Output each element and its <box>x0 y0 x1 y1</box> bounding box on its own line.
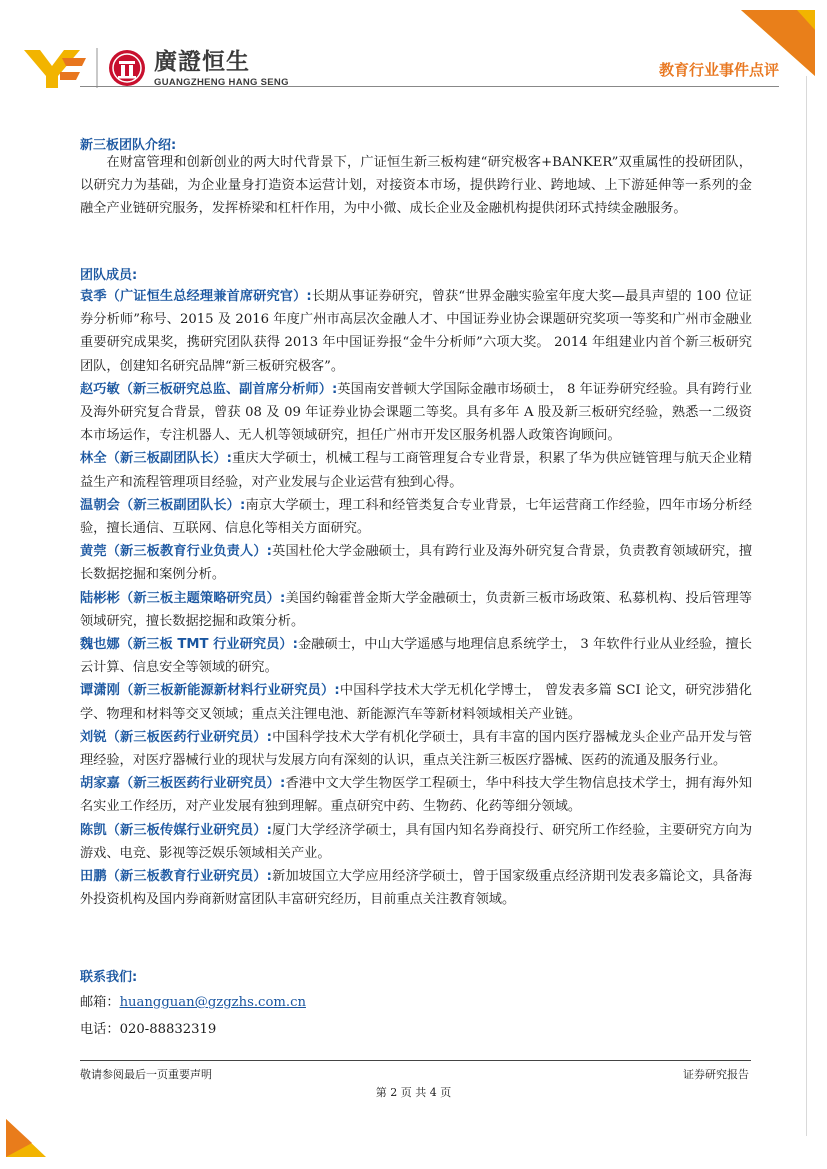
team-member-description: 美国约翰霍普金斯大学金融硕士，负责新三板市场政策、私募机构、投后管理等领域研究，擅长数据挖掘和政策分析。 <box>80 590 752 629</box>
team-member-name: 胡家嘉（新三板医药行业研究员）: <box>80 776 286 792</box>
team-member <box>80 285 752 378</box>
team-member-name: 刘锐（新三板医药行业研究员）: <box>80 729 272 745</box>
team-member-description: 南京大学硕士，理工科和经管类复合专业背景，七年运营商工作经验，四年市场分析经验，擅长通信、互联网、信息化等相关方面研究。 <box>80 497 752 537</box>
team-member-name: 黄莞（新三板教育行业负责人）: <box>80 544 272 560</box>
contact-section-title: 联系我们: <box>80 970 138 985</box>
team-member <box>80 726 752 772</box>
team-member-description: 厦门大学经济学硕士，具有国内知名券商投行、研究所工作经验，主要研究方向为游戏、电竞、影视等泛娱乐领域相关产业。 <box>80 822 753 861</box>
team-member <box>80 378 752 448</box>
side-divider <box>806 76 807 1136</box>
corner-ornament-bottom-icon <box>6 1119 46 1157</box>
team-member-name: 温朝会（新三板副团队长）: <box>80 497 246 513</box>
team-member-description: 金融硕士，中山大学遥感与地理信息系统学士， 3 年软件行业从业经验，擅长云计算、信息安全等领域的研究。 <box>80 637 752 676</box>
intro-paragraph: 在财富管理和创新创业的两大时代背景下，广证恒生新三板构建“研究极客+BANKER”双重属性的投研团队，以研究力为基础，为企业量身打造资本运营计划，对接资本市场，提供跨行业、跨地域、上下游延伸等一系列的金融全产业链研究服务，发挥桥梁和杠杆作用，为中小微、成长企业及金融机构提供闭环式持续金融服务。 <box>80 155 752 217</box>
team-member-description: 新加坡国立大学应用经济学硕士，曾于国家级重点经济期刊发表多篇论文，具备海外投资机构及国内券商新财富团队丰富研究经历，目前重点关注教育领域。 <box>80 869 753 908</box>
intro-section-title: 新三板团队介绍: <box>80 138 177 153</box>
contact-email-row <box>80 991 306 1010</box>
team-member <box>80 587 752 633</box>
team-member-name: 田鹏（新三板教育行业研究员）: <box>80 869 272 885</box>
team-member-description: 长期从事证券研究，曾获“世界金融实验室年度大奖—最具声望的 100 位证券分析师”称号、2015 及 2016 年度广州市高层次金融人才、中国证券业协会课题研究奖项一等奖和广州市金融业重要研究成果奖，携研究团队获得 2013 年中国证券报“金牛分析师”六项大奖。 2014 年组建业内首个新三板研究团队，创建知名研究品牌“新三板研究极客”。 <box>80 289 752 374</box>
footer-divider <box>80 1060 751 1061</box>
team-member-description: 英国杜伦大学金融硕士，具有跨行业及海外研究复合背景，负责教育领域研究，擅长数据挖掘和案例分析。 <box>80 544 753 583</box>
brand-name-cn: 廣證恒生 <box>154 48 250 75</box>
brand-text <box>154 49 289 88</box>
team-member <box>80 819 752 865</box>
team-member <box>80 679 752 725</box>
team-member <box>80 540 752 586</box>
company-logo <box>22 44 289 92</box>
header-divider <box>80 86 779 87</box>
email-label: 邮箱： <box>80 995 120 1010</box>
page-number: 第 2 页 共 4 页 <box>375 1086 452 1099</box>
email-link[interactable]: huangguan@gzgzhs.com.cn <box>119 995 306 1010</box>
team-section-title: 团队成员: <box>80 268 138 283</box>
team-member <box>80 865 752 911</box>
team-member-description: 中国科学技术大学无机化学博士， 曾发表多篇 SCI 论文，研究涉猎化学、物理和材料等交叉领域；重点关注锂电池、新能源汽车等新材料领域相关产业链。 <box>80 683 752 722</box>
yf-logo-icon <box>22 44 88 92</box>
team-member-description: 重庆大学硕士，机械工程与工商管理复合专业背景，积累了华为供应链管理与航天企业精益生产和流程管理项目经验，对产业发展与企业运营有独到心得。 <box>80 451 752 490</box>
phone-label: 电话： <box>80 1022 120 1037</box>
team-member <box>80 447 752 493</box>
team-member <box>80 633 752 679</box>
brand-name-en: GUANGZHENG HANG SENG <box>154 76 289 88</box>
footer-disclaimer: 敬请参阅最后一页重要声明 <box>80 1068 212 1081</box>
team-member-list <box>80 285 752 911</box>
emblem-icon <box>108 49 146 87</box>
team-member-name: 林全（新三板副团队长）: <box>80 451 232 467</box>
phone-number: 020-88832319 <box>119 1022 217 1037</box>
team-member-description: 中国科学技术大学有机化学硕士，具有丰富的国内医疗器械龙头企业产品开发与管理经验，对医疗器械行业的现状与发展方向有深刻的认识，重点关注新三板医疗器械、医药的流通及服务行业。 <box>80 729 753 769</box>
team-member-name: 陈凯（新三板传媒行业研究员）: <box>80 822 272 838</box>
team-member-name: 谭潇刚（新三板新能源新材料行业研究员）: <box>80 683 340 699</box>
contact-phone-row <box>80 1018 216 1037</box>
team-member <box>80 494 752 540</box>
team-member-name: 魏也娜（新三板 TMT 行业研究员）: <box>80 637 298 653</box>
report-category: 教育行业事件点评 <box>658 61 779 79</box>
team-member-description: 英国南安普顿大学国际金融市场硕士， 8 年证券研究经验。具有跨行业及海外研究复合背景，曾获 08 及 09 年证券业协会课题二等奖。具有多年 A 股及新三板研究经验，熟悉一二级资本市场运作，专注机器人、无人机等领域研究，担任广州市开发区服务机器人政策咨询顾问。 <box>80 381 752 444</box>
footer-report-type: 证券研究报告 <box>683 1068 749 1081</box>
team-member-description: 香港中文大学生物医学工程硕士，华中科技大学生物信息技术学士，拥有海外知名实业工作经历，对产业发展有独到理解。重点研究中药、生物药、化药等细分领域。 <box>80 776 752 815</box>
team-member <box>80 772 752 818</box>
team-member-name: 袁季（广证恒生总经理兼首席研究官）: <box>80 289 312 304</box>
team-member-name: 陆彬彬（新三板主题策略研究员）: <box>80 590 286 606</box>
logo-divider <box>96 48 98 88</box>
team-member-name: 赵巧敏（新三板研究总监、副首席分析师）: <box>80 381 338 397</box>
